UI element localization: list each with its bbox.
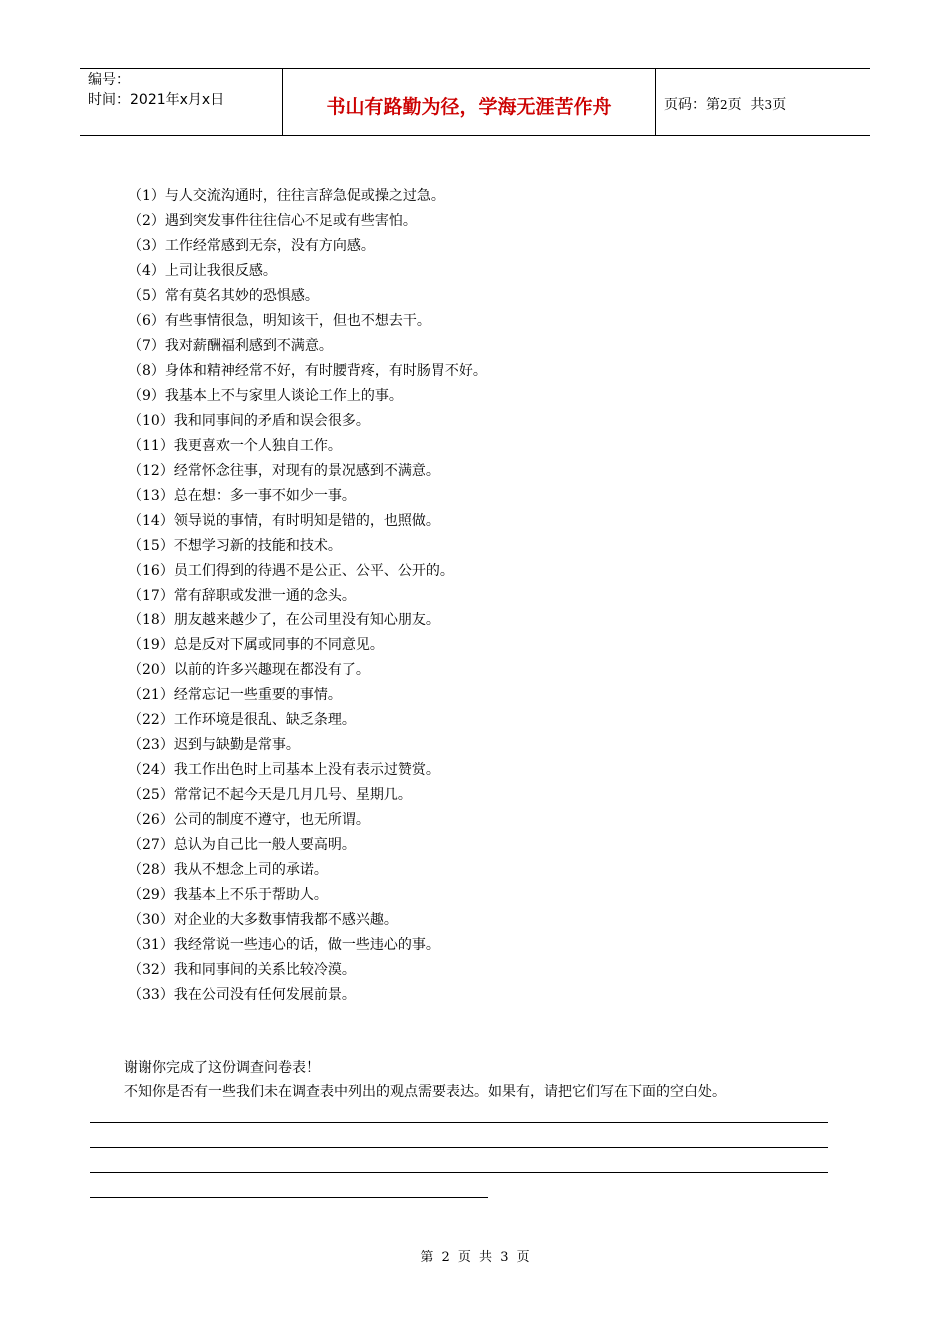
question-item: （15）不想学习新的技能和技术。 [128,537,342,554]
question-item: （30）对企业的大多数事情我都不感兴趣。 [128,912,398,929]
header-page-info [664,94,786,114]
question-item: （20）以前的许多兴趣现在都没有了。 [128,662,370,679]
answer-line[interactable] [90,1147,828,1148]
questionnaire-list [128,184,487,1008]
header-top-border [80,68,870,69]
question-item: （14）领导说的事情，有时明知是错的，也照做。 [128,512,440,529]
number-label: 编号： [88,72,130,88]
question-item: （32）我和同事间的关系比较冷漠。 [128,962,356,979]
header-bottom-border [80,135,870,136]
question-item: （2）遇到突发事件往往信心不足或有些害怕。 [128,212,417,229]
answer-line[interactable] [90,1122,828,1123]
page-mid: 页 共 [727,97,765,113]
page-prefix: 页码：第 [664,97,720,113]
question-item: （12）经常怀念往事，对现有的景况感到不满意。 [128,462,440,479]
question-item: （25）常常记不起今天是几月几号、星期几。 [128,787,412,804]
header-info [88,70,224,110]
question-item: （29）我基本上不乐于帮助人。 [128,887,328,904]
page-total: 3 [764,98,773,112]
question-item: （13）总在想：多一事不如少一事。 [128,487,356,504]
thanks-line: 谢谢你完成了这份调查问卷表！ [124,1060,320,1076]
question-item: （21）经常忘记一些重要的事情。 [128,687,342,704]
page-current: 2 [720,98,728,112]
question-item: （1）与人交流沟通时，往往言辞急促或操之过急。 [128,188,445,204]
header-motto: 书山有路勤为径，学海无涯苦作舟 [326,96,612,118]
date-label: 时间：2021年x月x日 [88,92,225,108]
question-item: （26）公司的制度不遵守，也无所谓。 [128,812,370,829]
question-item: （4）上司让我很反感。 [128,262,277,279]
question-item: （22）工作环境是很乱、缺乏条理。 [128,712,356,729]
question-item: （27）总认为自己比一般人要高明。 [128,837,356,854]
question-item: （33）我在公司没有任何发展前景。 [128,987,356,1003]
question-item: （7）我对薪酬福利感到不满意。 [128,337,333,354]
question-item: （10）我和同事间的矛盾和误会很多。 [128,412,370,429]
question-item: （19）总是反对下属或同事的不同意见。 [128,637,384,654]
question-item: （23）迟到与缺勤是常事。 [128,737,300,754]
question-item: （11）我更喜欢一个人独自工作。 [128,437,342,454]
question-item: （5）常有莫名其妙的恐惧感。 [128,287,319,304]
answer-line[interactable] [90,1172,828,1173]
question-item: （9）我基本上不与家里人谈论工作上的事。 [128,387,403,404]
prompt-line: 不知你是否有一些我们未在调查表中列出的观点需要表达。如果有，请把它们写在下面的空白处。 [124,1084,726,1100]
closing-text [124,1056,726,1104]
question-item: （24）我工作出色时上司基本上没有表示过赞赏。 [128,762,440,779]
question-item: （6）有些事情很急，明知该干，但也不想去干。 [128,312,431,329]
page-suffix: 页 [772,97,787,113]
question-item: （3）工作经常感到无奈，没有方向感。 [128,237,375,254]
header-divider-right [655,68,656,135]
answer-line[interactable] [90,1197,488,1198]
question-item: （17）常有辞职或发泄一通的念头。 [128,587,356,604]
page-footer: 第 2 页 共 3 页 [420,1250,530,1265]
question-item: （8）身体和精神经常不好，有时腰背疼，有时肠胃不好。 [128,362,487,379]
question-item: （31）我经常说一些违心的话，做一些违心的事。 [128,937,440,954]
question-item: （28）我从不想念上司的承诺。 [128,862,328,879]
question-item: （18）朋友越来越少了，在公司里没有知心朋友。 [128,612,440,629]
question-item: （16）员工们得到的待遇不是公正、公平、公开的。 [128,562,454,579]
